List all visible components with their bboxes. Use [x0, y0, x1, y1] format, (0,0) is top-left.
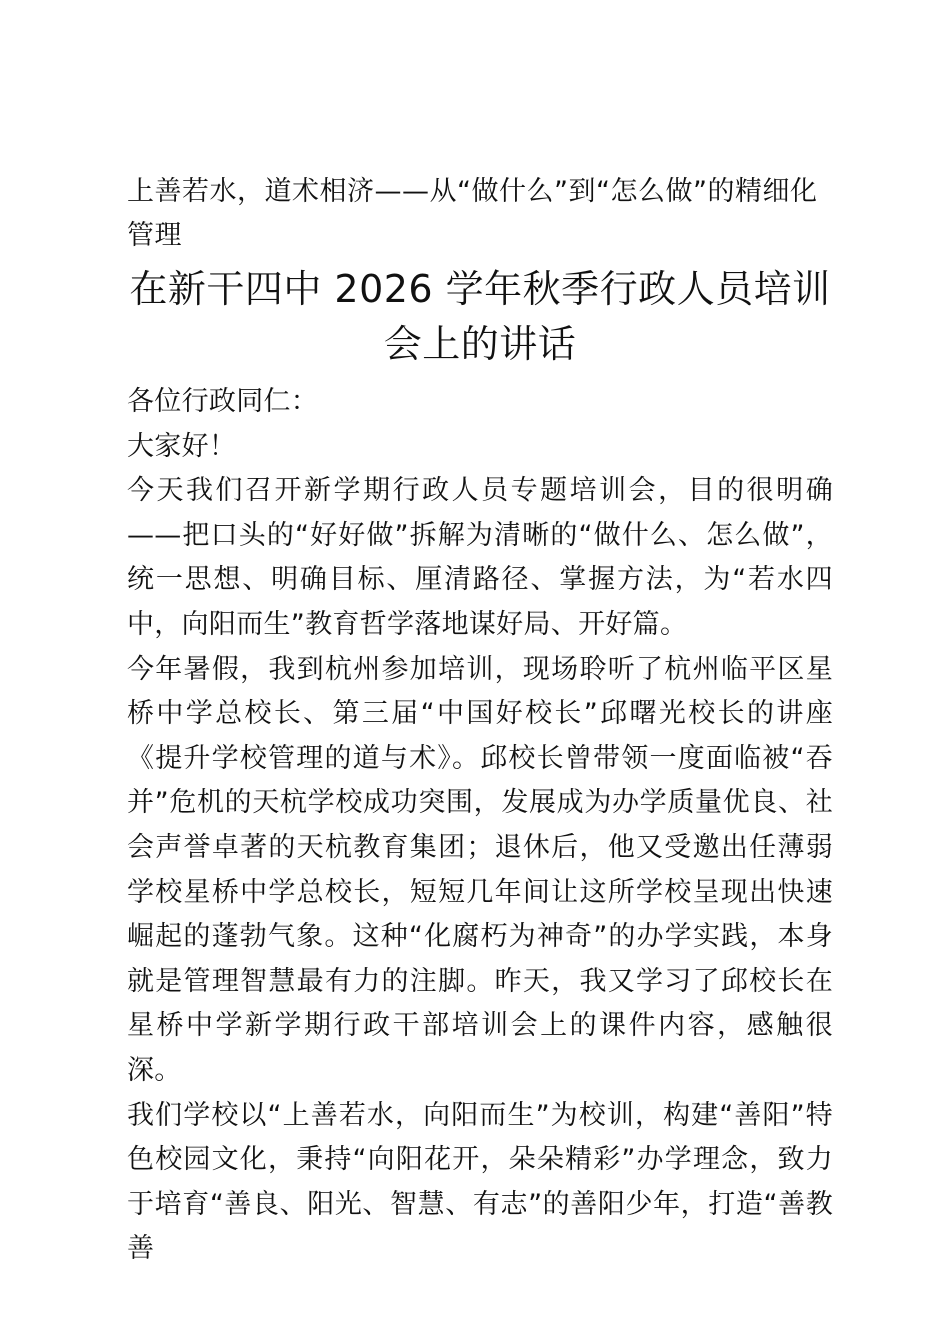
document-title: 在新干四中 2026 学年秋季行政人员培训会上的讲话	[129, 267, 831, 366]
body-paragraph: 今年暑假，我到杭州参加培训，现场聆听了杭州临平区星桥中学总校长、第三届“中国好校长”邱曙光校长的讲座《提升学校管理的道与术》。邱校长曾带领一度面临被“吞并”危机的天杭学校成功突围，发展成为办学质量优良、社会声誉卓著的天杭教育集团；退休后，他又受邀出任薄弱学校星桥中学总校长，短短几年间让这所学校呈现出快速崛起的蓬勃气象。这种“化腐朽为神奇”的办学实践，本身就是管理智慧最有力的注脚。昨天，我又学习了邱校长在星桥中学新学期行政干部培训会上的课件内容，感触很深。	[127, 653, 833, 1086]
salutation: 各位行政同仁：	[127, 386, 319, 417]
document-subtitle: 上善若水，道术相济——从“做什么”到“怎么做”的精细化管理	[127, 176, 818, 251]
document-page	[127, 170, 833, 1272]
greeting: 大家好！	[127, 430, 237, 462]
body-paragraph: 今天我们召开新学期行政人员专题培训会，目的很明确——把口头的“好好做”拆解为清晰的“做什么、怎么做”，统一思想、明确目标、厘清路径、掌握方法，为“若水四中，向阳而生”教育哲学落地谋好局、开好篇。	[127, 475, 833, 640]
body-paragraph: 我们学校以“上善若水，向阳而生”为校训，构建“善阳”特色校园文化，秉持“向阳花开，朵朵精彩”办学理念，致力于培育“善良、阳光、智慧、有志”的善阳少年，打造“善教善	[127, 1099, 833, 1265]
